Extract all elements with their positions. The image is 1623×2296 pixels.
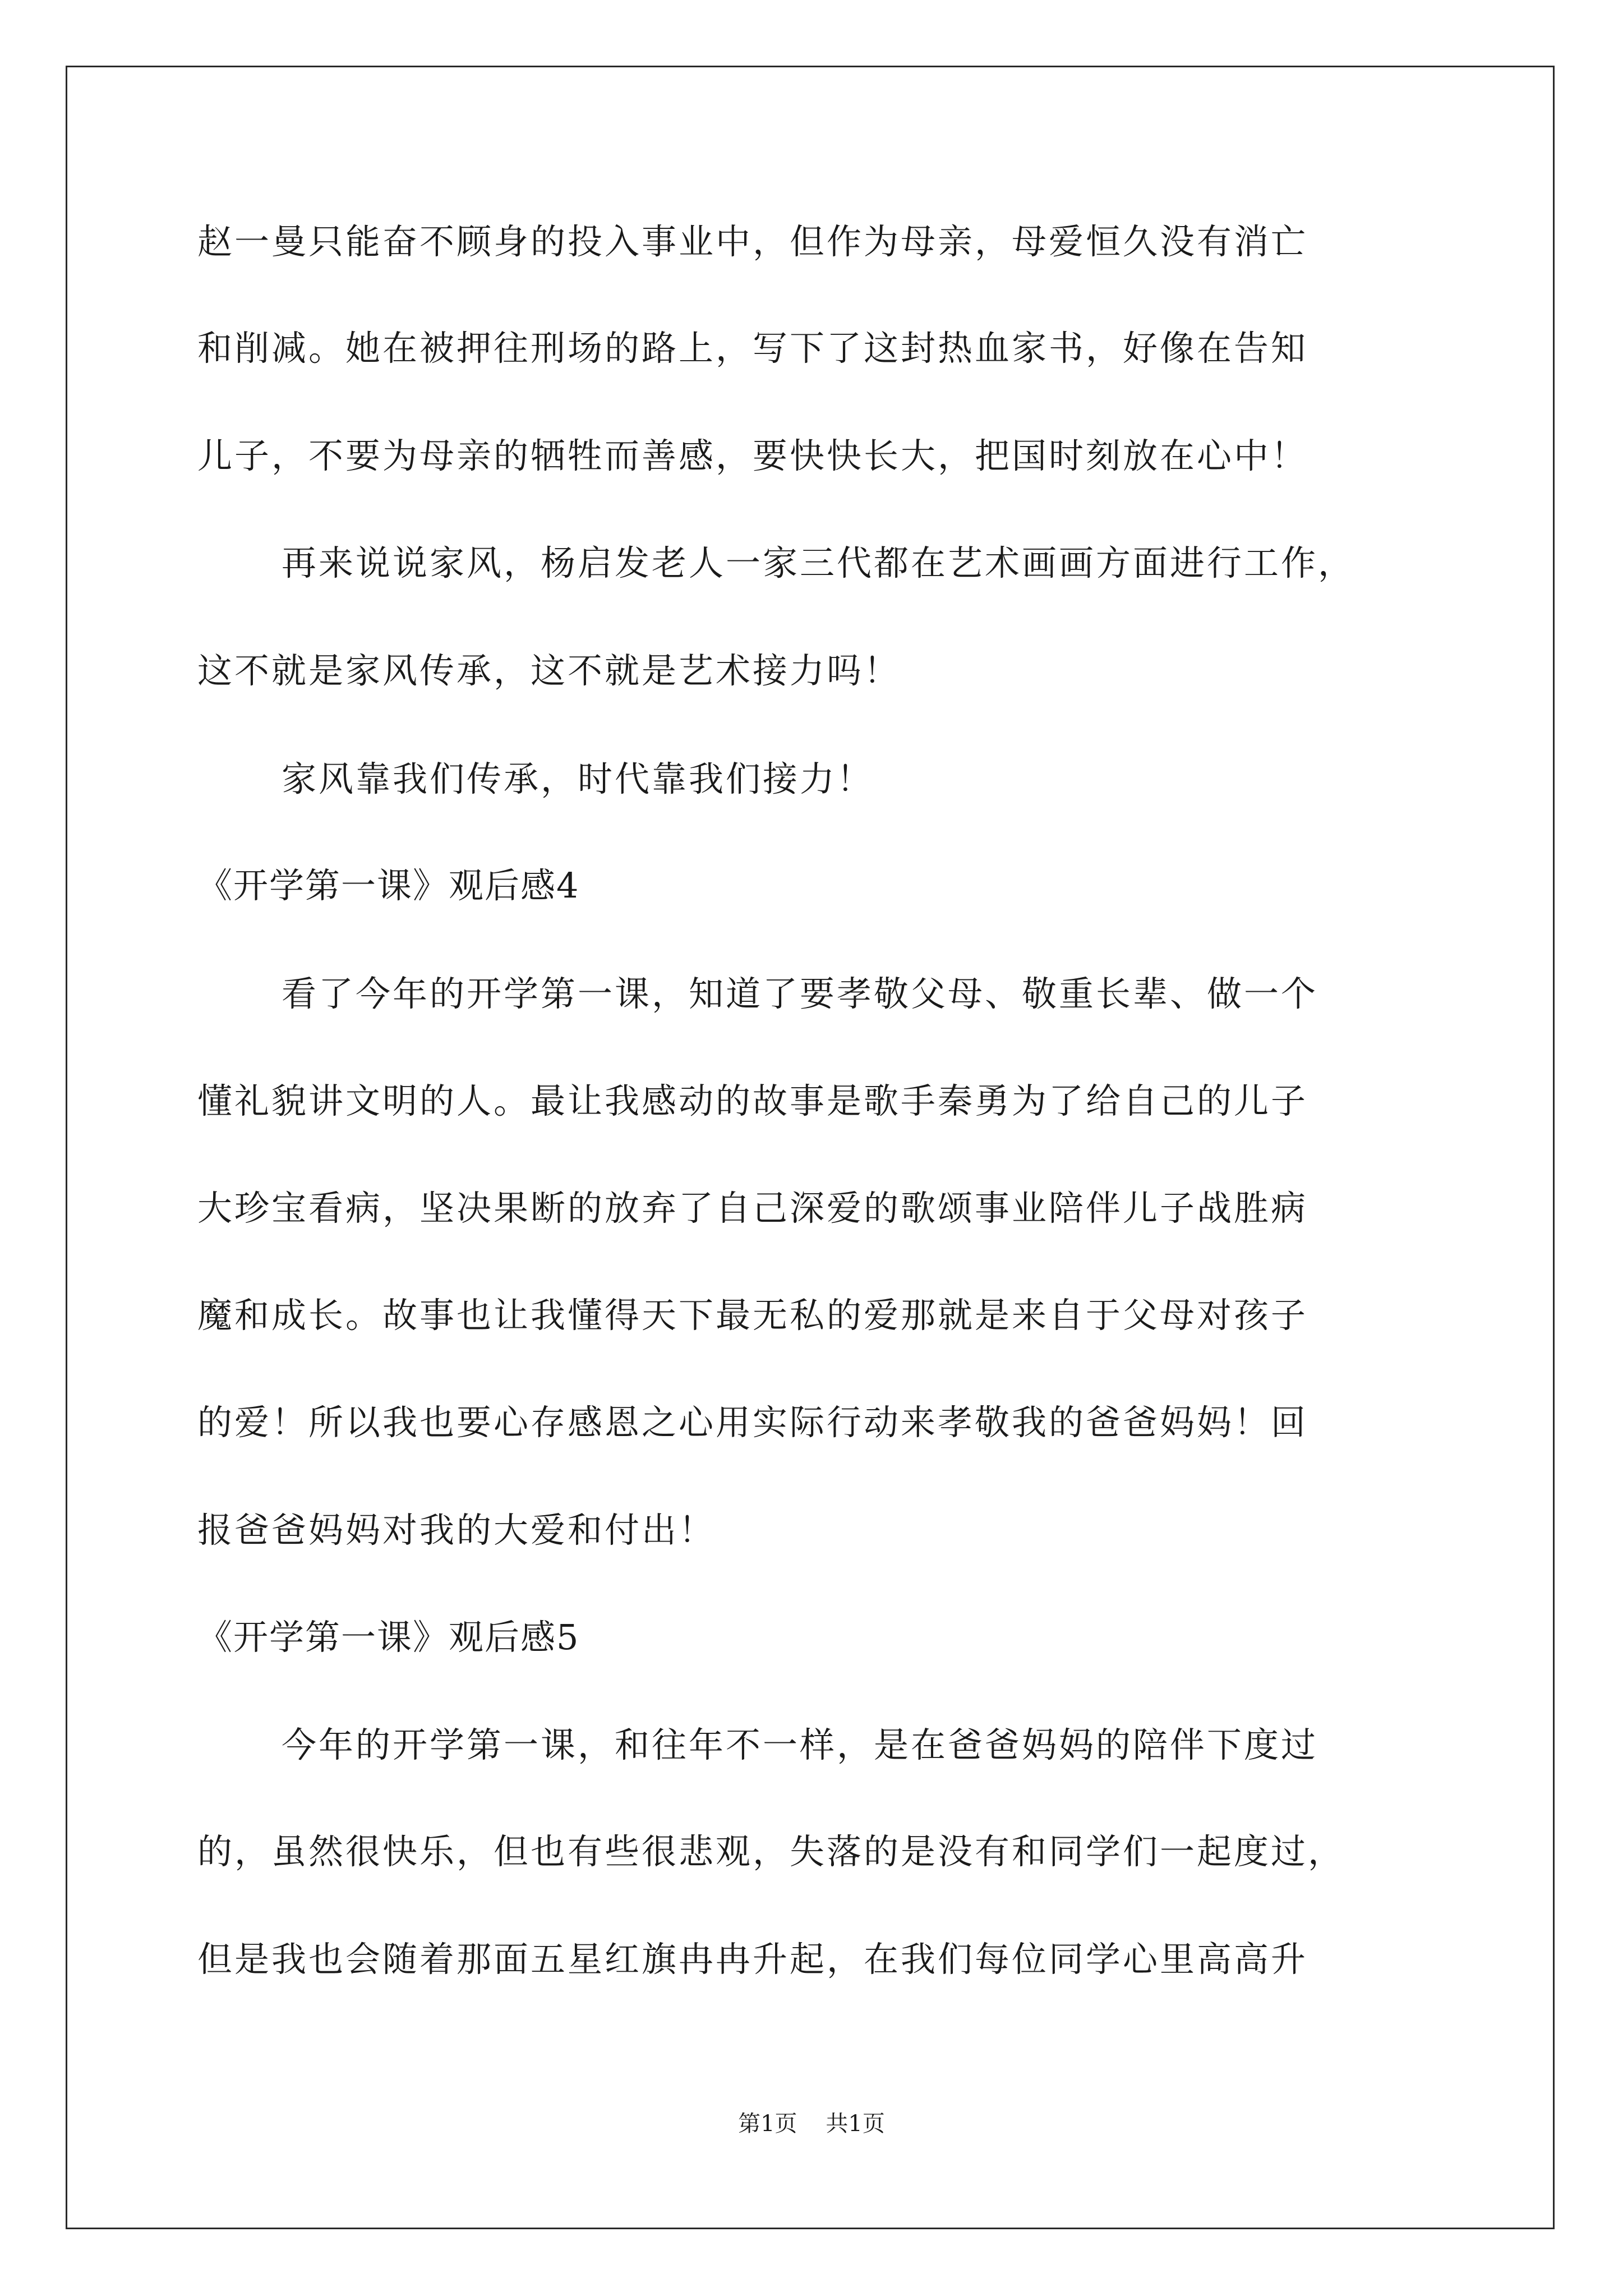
section-heading: 《开学第一课》观后感4 <box>197 865 580 906</box>
section-heading: 《开学第一课》观后感5 <box>197 1617 580 1658</box>
paragraph-line: 儿子，不要为母亲的牺牲而善感，要快快长大，把国时刻放在心中！ <box>197 435 1308 476</box>
paragraph-line: 但是我也会随着那面五星红旗冉冉升起，在我们每位同学心里高高升 <box>197 1939 1308 1980</box>
paragraph-line: 和削减。她在被押往刑场的路上，写下了这封热血家书，好像在告知 <box>197 328 1308 369</box>
paragraph-line: 这不就是家风传承，这不就是艺术接力吗！ <box>197 650 901 691</box>
page-footer: 第1页 共1页 <box>738 2111 885 2137</box>
paragraph-line: 大珍宝看病，坚决果断的放弃了自己深爱的歌颂事业陪伴儿子战胜病 <box>197 1188 1308 1228</box>
paragraph-line: 懂礼貌讲文明的人。最让我感动的故事是歌手秦勇为了给自己的儿子 <box>197 1080 1308 1121</box>
page-border <box>66 66 1555 2229</box>
paragraph-line: 魔和成长。故事也让我懂得天下最无私的爱那就是来自于父母对孩子 <box>197 1295 1308 1336</box>
paragraph-line: 赵一曼只能奋不顾身的投入事业中，但作为母亲，母爱恒久没有消亡 <box>197 221 1308 262</box>
paragraph-line: 报爸爸妈妈对我的大爱和付出！ <box>197 1510 716 1550</box>
paragraph-line: 今年的开学第一课，和往年不一样，是在爸爸妈妈的陪伴下度过 <box>282 1724 1318 1765</box>
paragraph-line: 的爱！所以我也要心存感恩之心用实际行动来孝敬我的爸爸妈妈！回 <box>197 1402 1308 1443</box>
paragraph-line: 的，虽然很快乐，但也有些很悲观，失落的是没有和同学们一起度过， <box>197 1831 1345 1872</box>
paragraph-line: 看了今年的开学第一课，知道了要孝敬父母、敬重长辈、做一个 <box>282 973 1318 1014</box>
paragraph-line: 再来说说家风，杨启发老人一家三代都在艺术画画方面进行工作， <box>282 542 1355 583</box>
paragraph-line: 家风靠我们传承，时代靠我们接力！ <box>282 758 874 799</box>
